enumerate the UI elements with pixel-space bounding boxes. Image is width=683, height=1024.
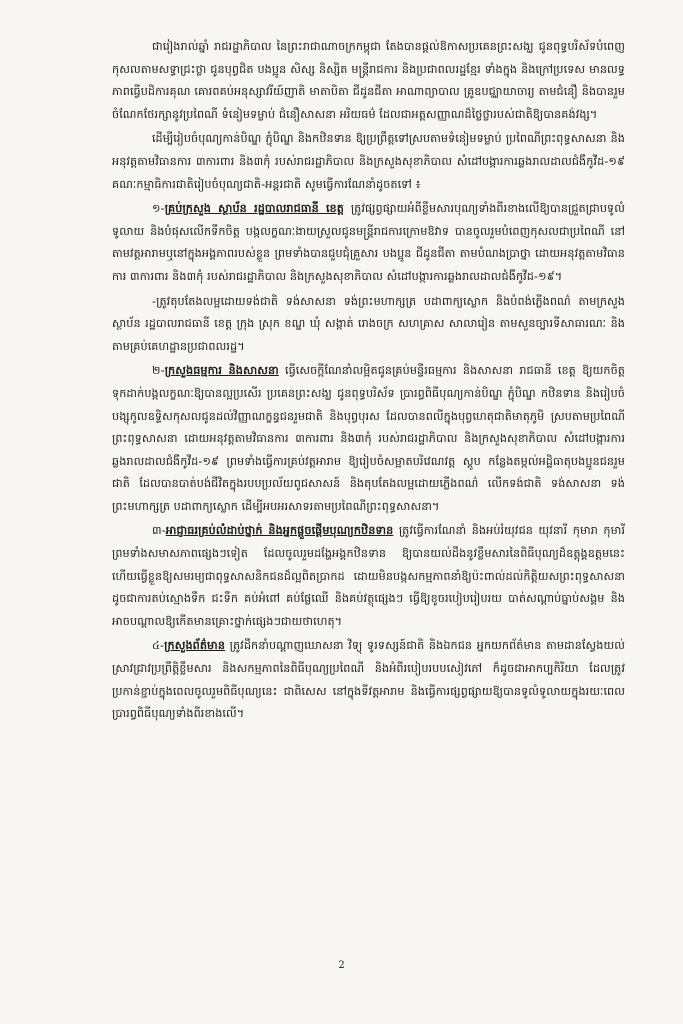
item-4-number: ៤- — [152, 639, 165, 653]
item-1-sub-body: -ត្រូវតុបតែងលម្អដោយទង់ជាតិ ទង់សាសនា ទង់ព្រះមហាក្សត្រ បដាពាក្យស្លោក និងបំពង់ភ្លើងពណ៌ តាមក្រសួង ស្ថាប័ន រដ្ឋបាលរាជធានី ខេត្ត ក្រុង ស្រុក ខណ្ឌ ឃុំ សង្កាត់ រោងចក្រ សហគ្រាស សាលារៀន តាមសួនច្បារទីសាធារណៈ និងតាមគ្រប់គេហដ្ឋានប្រជាពលរដ្ឋ។ — [112, 294, 625, 353]
purpose-paragraph: ដើម្បីរៀបចំបុណ្យកាន់បិណ្ឌ ភ្ជុំបិណ្ឌ និងកឋិនទាន ឱ្យប្រព្រឹត្តទៅស្របតាមទំនៀមទម្លាប់ ប្រពៃណីព្រះពុទ្ធសាសនា និងអនុវត្តតាមវិធានការ ៣ការពារ និង៣កុំ របស់រាជរដ្ឋាភិបាល និងក្រសួងសុខាភិបាល សំដៅបង្ការការឆ្លងរាលដាលជំងឺកូវីដ-១៩ គណៈកម្មាធិការជាតិរៀបចំបុណ្យជាតិ-អន្តរជាតិ សូមធ្វើការណែនាំដូចតទៅ ៖ — [112, 132, 625, 191]
item-1-paragraph — [112, 198, 625, 288]
item-3-paragraph — [112, 520, 625, 633]
item-2-number: ២- — [152, 364, 165, 378]
item-4-body: ត្រូវដឹកនាំបណ្តាញឃោសនា វិទ្យុ ទូរទស្សន៍ជាតិ និងឯកជន អ្នកយកព័ត៌មាន តាមដានស្វែងយល់ស្រាវជ្រាវប្រព្រឹត្តិខ្លឹមសារ និងសកម្មភាពនៃពិធីបុណ្យប្រពៃណី និងអំពីរបៀបរបបសៀវភៅ ក៏ដូចជាអាកប្បកិរិយា ដែលត្រូវប្រកាន់ខ្ជាប់ក្នុងពេលចូលរួមពិធីបុណ្យនេះ ជាពិសេស នៅក្នុងទីវត្តអារាម និងធ្វើការផ្សព្វផ្សាយឱ្យបានទូលំទូលាយក្នុងរយៈពេលប្រារព្ធពិធីបុណ្យទាំងពីរខាងលើ។ — [112, 639, 625, 721]
item-3-heading: អាជ្ញាធរគ្រប់លំដាប់ថ្នាក់ និងអ្នកផ្តួចផ្តើមបុណ្យកឋិនទាន — [165, 524, 394, 538]
item-1-body: ត្រូវផ្សព្វផ្សាយអំពីខ្លឹមសារបុណ្យទាំងពីរខាងលើឱ្យបានជ្រួតជ្រាបទូលំទូលាយ និងបំផុសលើកទឹកចិត្ត បង្កលក្ខណៈងាយស្រួលជូនមន្ត្រីរាជការក្រោមឱវាទ បានចូលរួមបំពេញកុសលជាប្រពៃណី នៅតាមវត្តអារាមឬនៅក្នុងអង្គភាពរបស់ខ្លួន ព្រមទាំងបានជួបជុំគ្រួសារ បងប្អូន ជីដូនជីតា តាមបំណងប្រាថ្នា ដោយអនុវត្តតាមវិធានការ ៣ការពារ និង៣កុំ របស់រាជរដ្ឋាភិបាល និងក្រសួងសុខាភិបាល សំដៅបង្ការការឆ្លងរាលដាលជំងឺកូវីដ-១៩។ — [112, 202, 625, 283]
item-1-sub-paragraph — [112, 291, 625, 359]
page-number: 2 — [338, 960, 345, 971]
item-1-number: ១- — [152, 202, 165, 216]
item-4-heading: ក្រសួងព័ត៌មាន — [164, 639, 226, 653]
item-4-paragraph — [112, 635, 625, 725]
item-1-heading: គ្រប់ក្រសួង ស្ថាប័ន រដ្ឋបាលរាជធានី ខេត្ត — [164, 202, 344, 216]
intro-paragraph: ជារៀងរាល់ឆ្នាំ រាជរដ្ឋាភិបាល នៃព្រះរាជាណាចក្រកម្ពុជា តែងបានផ្តល់ឱកាសប្រគេនព្រះសង្ឃ ជូនពុទ្ធបរិស័ទបំពេញកុសលតាមសទ្ធាជ្រះថ្លា ជូនបុព្វជិត បងប្អូន សិស្ស និស្សិត មន្ត្រីរាជការ និងប្រជាពលរដ្ឋខ្មែរ ទាំងក្នុង និងក្រៅប្រទេស មានលទ្ធភាពធ្វើបដិការគុណ គោរពគប់អនុស្សាវរីយ៍ញាតិ មាតាបិតា ជីដូនជីតា អាណាព្យាបាល គ្រូឧបជ្ឈាយាចារ្យ តាមជំនឿ និងបានរួមចំណែកថែរក្សានូវប្រពៃណី ទំនៀមទម្លាប់ ជំនឿសាសនា អរិយធម៌ ដែលជាអត្តសញ្ញាណដ៏ថ្លៃថ្លារបស់ជាតិឱ្យបានគង់វង្ស។ — [112, 40, 625, 121]
item-3-body: ត្រូវធ្វើការណែនាំ និងអប់រំយុវជន យុវនារី កុមារា កុមារី ព្រមទាំងសមាសភាពផ្សេងៗទៀត ដែលចូលរួមដង្ហែអង្គកឋិនទាន ឱ្យបានយល់ដឹងនូវខ្លឹមសារនៃពិធីបុណ្យដ៏ឧត្តុង្គឧត្តមនេះ ហើយធ្វើខ្លួនឱ្យសមរម្យជាពុទ្ធសាសនិកជនដ៏ល្អពិតប្រាកដ ដោយមិនបង្កសកម្មភាពនាំឱ្យប៉ះពាល់ដល់កិត្តិយសព្រះពុទ្ធសាសនា ដូចជាការតប់ស្មោងទឹក ជះទឹក គប់អំពៅ គប់ផ្លែឈើ និងគប់វត្ថុផ្សេងៗ ធ្វើឱ្យខូចរបៀបរៀបរយ បាត់សណ្តាប់ធ្នាប់សង្គម និងអាចបណ្តាលឱ្យកើតមានគ្រោះថ្នាក់ផ្សេងៗជាយថាហេតុ។ — [112, 524, 625, 628]
item-2-body: ធ្វើសេចក្តីណែនាំលម្អិតជូនគ្រប់មន្ទីរធម្មការ និងសាសនា រាជធានី ខេត្ត ឱ្យយកចិត្តទុកដាក់បង្កលក្ខណៈឱ្យបានល្អប្រសើរ ប្រគេនព្រះសង្ឃ ជូនពុទ្ធបរិស័ទ ប្រារព្ធពិធីបុណ្យកាន់បិណ្ឌ ភ្ជុំបិណ្ឌ កឋិនទាន និងរៀបចំបង្សុកូលឧទ្ទិសកុសលជូនដល់វិញ្ញាណក្ខន្ធជនរួមជាតិ និងបុព្វបុរស ដែលបានពលីក្នុងបុព្វហេតុជាតិមាតុភូមិ ស្របតាមប្រពៃណីព្រះពុទ្ធសាសនា ដោយអនុវត្តតាមវិធានការ ៣ការពារ និង៣កុំ របស់រាជរដ្ឋាភិបាល និងក្រសួងសុខាភិបាល សំដៅបង្ការការឆ្លងរាលដាលជំងឺកូវីដ-១៩ ព្រមទាំងធ្វើការគ្រប់វត្តអារាម ឱ្យរៀបចំសម្អាតបរិវេណវត្ត ស្តូប កន្លែងតម្កល់អដ្ឋិធាតុបងប្អូនជនរួមជាតិ ដែលបានបាត់បង់ជីវិតក្នុងរបបប្រល័យពូជសាសន៍ និងតុបតែងលម្អដោយភ្លើងពណ៌ លើកទង់ជាតិ ទង់សាសនា ទង់ព្រះមហាក្សត្រ បដាពាក្យស្លោក ដើម្បីអបអរសាទរតាមប្រពៃណីព្រះពុទ្ធសាសនា។ — [112, 364, 625, 513]
item-2-heading: ក្រសួងធម្មការ និងសាសនា — [164, 364, 279, 378]
item-2-paragraph — [112, 360, 625, 518]
item-3-number: ៣- — [152, 524, 166, 538]
